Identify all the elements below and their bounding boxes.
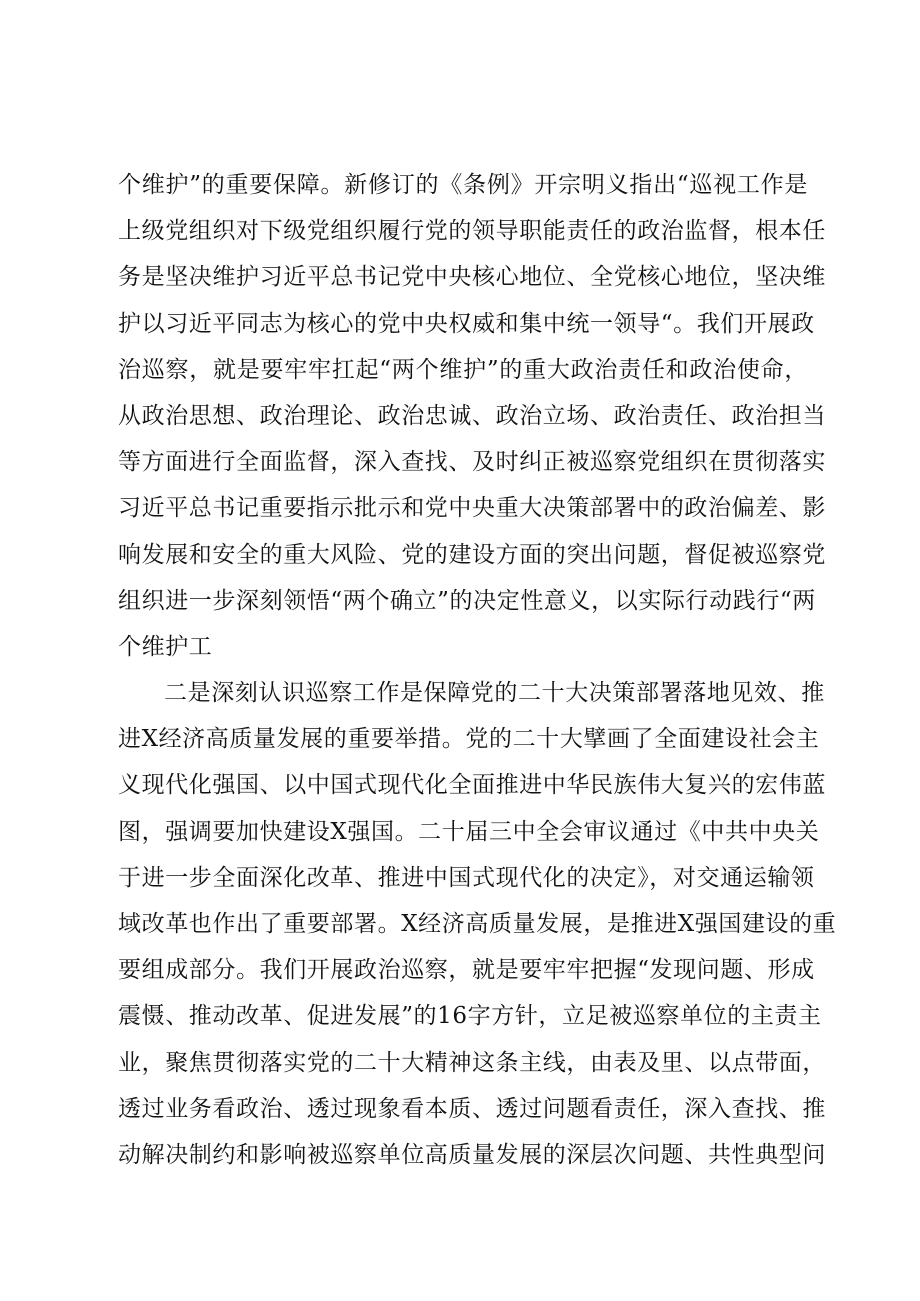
document-body bbox=[118, 162, 837, 1178]
text-line: 动解决制约和影响被巡察单位高质量发展的深层次问题、共性典型问 bbox=[118, 1141, 826, 1168]
text-line: 个维护”的重要保障。新修订的《条例》开宗明义指出“巡视工作是 bbox=[118, 172, 808, 198]
text-line: 进X经济高质量发展的重要举措。党的二十大擘画了全面建设社会主 bbox=[118, 726, 820, 753]
text-line: 护以习近平同志为核心的党中央权威和集中统一领导“。我们开展政 bbox=[118, 310, 815, 337]
text-line: 治巡察，就是要牢牢扛起“两个维护”的重大政治责任和政治使命， bbox=[118, 356, 808, 383]
text-line: 习近平总书记重要指示批示和党中央重大决策部署中的政治偏差、影 bbox=[118, 495, 826, 522]
text-line: 组织进一步深刻领悟“两个确立”的决定性意义，以实际行动践行“两 bbox=[118, 587, 816, 614]
text-line: 二是深刻认识巡察工作是保障党的二十大决策部署落地见效、推 bbox=[164, 680, 825, 707]
text-line: 图，强调要加快建设X强国。二十届三中全会审议通过《中共中央关 bbox=[118, 818, 820, 845]
text-line: 等方面进行全面监督，深入查找、及时纠正被巡察党组织在贯彻落实 bbox=[118, 449, 826, 476]
text-line: 业，聚焦贯彻落实党的二十大精神这条主线，由表及里、以点带面， bbox=[118, 1049, 826, 1076]
text-line: 于进一步全面深化改革、推进中国式现代化的决定》，对交通运输领 bbox=[118, 864, 815, 891]
paragraph-1 bbox=[118, 162, 826, 670]
paragraph-2 bbox=[118, 670, 837, 1178]
text-line: 域改革也作出了重要部署。X经济高质量发展，是推进X强国建设的重 bbox=[118, 911, 837, 937]
text-line: 义现代化强国、以中国式现代化全面推进中华民族伟大复兴的宏伟蓝 bbox=[118, 772, 826, 799]
text-line: 要组成部分。我们开展政治巡察，就是要牢牢把握“发现问题、形成 bbox=[118, 957, 815, 984]
text-line: 个维护工 bbox=[118, 633, 213, 660]
text-line: 透过业务看政治、透过现象看本质、透过问题看责任，深入查找、推 bbox=[118, 1095, 826, 1122]
text-line: 响发展和安全的重大风险、党的建设方面的突出问题，督促被巡察党 bbox=[118, 541, 826, 568]
text-line: 震慑、推动改革、促进发展”的16字方针，立足被巡察单位的主责主 bbox=[118, 1003, 822, 1030]
text-line: 从政治思想、政治理论、政治忠诚、政治立场、政治责任、政治担当 bbox=[118, 402, 826, 429]
text-line: 上级党组织对下级党组织履行党的领导职能责任的政治监督，根本任 bbox=[118, 218, 826, 245]
text-line: 务是坚决维护习近平总书记党中央核心地位、全党核心地位，坚决维 bbox=[118, 264, 826, 291]
